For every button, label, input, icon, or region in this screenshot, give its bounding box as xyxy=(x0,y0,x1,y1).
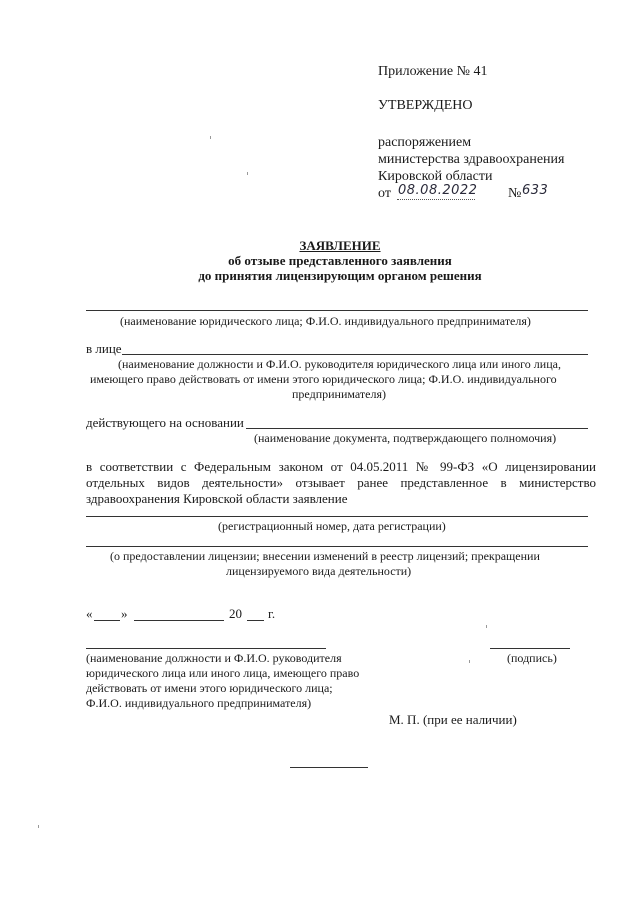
purpose-caption-1: (о предоставлении лицензии; внесении изменений в реестр лицензий; прекращении xyxy=(110,549,540,563)
appendix-number: Приложение № 41 xyxy=(378,64,488,79)
year-suffix: г. xyxy=(268,606,276,621)
law-paragraph: в соответствии с Федеральным законом от 04.05.2011 № 99-ФЗ «О лицензировании отдельных видов деятельности» отзывает ранее представленное в министерство здравоохранения Кировской области заявление xyxy=(86,459,596,506)
signer-name-line[interactable] xyxy=(86,648,326,649)
person-label: в лице xyxy=(86,341,122,356)
basis-label: действующего на основании xyxy=(86,415,244,430)
entity-name-line[interactable] xyxy=(86,310,588,311)
scan-speck xyxy=(486,625,487,628)
purpose-caption-2: лицензируемого вида деятельности) xyxy=(226,564,412,578)
date-month-line[interactable] xyxy=(134,620,224,621)
signer-caption-4: Ф.И.О. индивидуального предпринимателя) xyxy=(86,696,312,710)
stamp-note: М. П. (при ее наличии) xyxy=(389,712,517,727)
person-caption-1: (наименование должности и Ф.И.О. руководителя юридического лица или иного лица, xyxy=(118,357,561,371)
approved-stamp: УТВЕРЖДЕНО xyxy=(378,98,473,113)
order-line-1: распоряжением xyxy=(378,135,472,150)
order-number-handwritten: 633 xyxy=(522,183,549,198)
scan-speck xyxy=(210,136,211,139)
entity-name-caption: (наименование юридического лица; Ф.И.О. индивидуального предпринимателя) xyxy=(120,314,531,328)
order-line-3: Кировской области xyxy=(378,169,493,184)
signer-caption-3: действовать от имени этого юридического лица; xyxy=(86,681,333,695)
signature-caption: (подпись) xyxy=(507,651,557,665)
order-number-label: № xyxy=(508,186,522,201)
signer-caption-2: юридического лица или иного лица, имеющего право xyxy=(86,666,360,680)
document-title: ЗАЯВЛЕНИЕ xyxy=(299,238,381,253)
registration-caption: (регистрационный номер, дата регистрации) xyxy=(218,519,446,533)
person-caption-2: имеющего право действовать от имени этого юридического лица; Ф.И.О. индивидуального xyxy=(90,372,557,386)
year-prefix: 20 xyxy=(229,606,242,621)
document-subtitle-2: до принятия лицензирующим органом решения xyxy=(198,268,482,283)
signer-caption-1: (наименование должности и Ф.И.О. руководителя xyxy=(86,651,342,665)
signature-line[interactable] xyxy=(490,648,570,649)
order-from-label: от xyxy=(378,186,391,201)
order-date-handwritten: 08.08.2022 xyxy=(398,183,478,198)
person-name-line[interactable] xyxy=(122,354,588,355)
closing-divider xyxy=(290,767,368,768)
scan-speck xyxy=(38,825,39,828)
order-line-2: министерства здравоохранения xyxy=(378,152,565,167)
basis-document-line[interactable] xyxy=(246,428,588,429)
registration-line[interactable] xyxy=(86,516,588,517)
basis-caption: (наименование документа, подтверждающего полномочия) xyxy=(254,431,557,445)
scan-speck xyxy=(469,660,470,663)
scan-speck xyxy=(247,172,248,175)
date-day-line[interactable] xyxy=(94,620,120,621)
order-date-line xyxy=(397,199,475,200)
date-close-quote: » xyxy=(121,606,128,621)
purpose-line[interactable] xyxy=(86,546,588,547)
person-caption-3: предпринимателя) xyxy=(292,387,386,401)
date-year-line[interactable] xyxy=(247,620,264,621)
document-subtitle-1: об отзыве представленного заявления xyxy=(228,253,452,268)
date-open-quote: « xyxy=(86,606,93,621)
